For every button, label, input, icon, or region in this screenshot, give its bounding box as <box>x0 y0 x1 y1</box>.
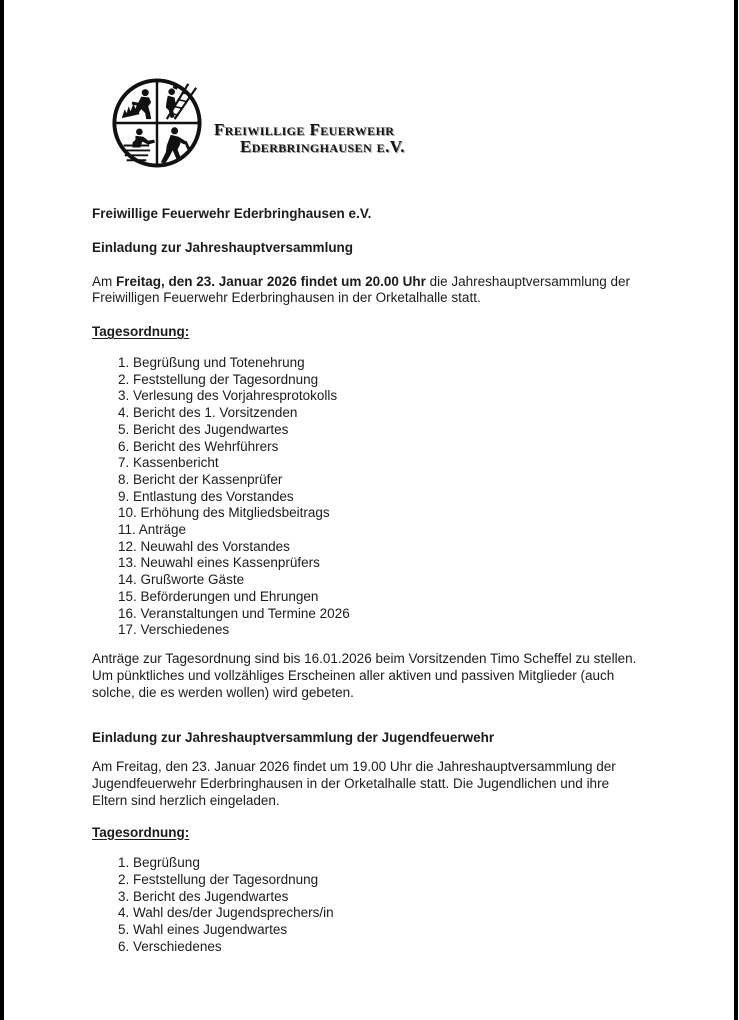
letterhead-org-name <box>214 75 405 155</box>
agenda-item: Bericht des 1. Vorsitzenden <box>133 405 298 421</box>
agenda-item: Begrüßung <box>133 855 200 871</box>
agenda-item: Erhöhung des Mitgliedsbeitrags <box>140 505 330 521</box>
agenda-item: Verlesung des Vorjahresprotokolls <box>133 388 338 404</box>
intro-rest: die Jahreshauptversammlung der Freiwilligen Feuerwehr Ederbringhausen in der Orketalhalle statt. <box>92 273 630 306</box>
scan-edge-left <box>0 0 4 1020</box>
agenda-item: Feststellung der Tagesordnung <box>133 872 319 888</box>
agenda-item: Kassenbericht <box>133 455 219 471</box>
main-invitation-heading: Einladung zur Jahreshauptversammlung <box>92 239 354 255</box>
agenda-item: Neuwahl eines Kassenprüfers <box>140 555 320 571</box>
agenda-item: Anträge <box>138 522 187 538</box>
scan-edge-right <box>734 0 738 1020</box>
agenda-item: Grußworte Gäste <box>140 572 245 588</box>
letterhead <box>92 75 638 171</box>
agenda-item: Veranstaltungen und Termine 2026 <box>140 605 350 621</box>
agenda-item: Bericht der Kassenprüfer <box>133 471 283 487</box>
agenda-item: Wahl eines Jugendwartes <box>133 922 288 938</box>
agenda-item: Bericht des Jugendwartes <box>133 421 289 437</box>
fire-brigade-emblem-icon <box>110 75 204 171</box>
agenda-item: Begrüßung und Totenehrung <box>133 354 305 370</box>
agenda-item: Neuwahl des Vorstandes <box>140 538 290 554</box>
agenda-item: Entlastung des Vorstandes <box>133 488 294 504</box>
agenda-item: Bericht des Jugendwartes <box>133 888 289 904</box>
youth-agenda-label: Tagesordnung: <box>92 824 190 840</box>
agenda-item: Bericht des Wehrführers <box>133 438 279 454</box>
agenda-item: Wahl des/der Jugendsprechers/in <box>133 905 334 921</box>
agenda-item: Verschiedenes <box>140 622 230 638</box>
intro-prefix: Am <box>92 273 117 289</box>
youth-agenda-list <box>92 855 638 955</box>
agenda-item: Beförderungen und Ehrungen <box>140 588 319 604</box>
main-invitation-intro <box>92 274 638 308</box>
document-content <box>92 75 638 956</box>
letterhead-line1: Freiwillige Feuerwehr <box>214 120 395 139</box>
youth-invitation-intro: Am Freitag, den 23. Januar 2026 findet um 19.00 Uhr die Jahreshauptversammlung der Jugendfeuerwehr Ederbringhausen in der Orketalhalle statt. Die Jugendlichen und ihre Eltern sind herzlich eingeladen. <box>92 759 616 808</box>
main-agenda-label: Tagesordnung: <box>92 324 190 340</box>
agenda-item: Verschiedenes <box>133 938 222 954</box>
letterhead-line2: Ederbringhausen e.V. <box>240 137 405 156</box>
main-invitation-note: Anträge zur Tagesordnung sind bis 16.01.2026 beim Vorsitzenden Timo Scheffel zu stellen. Um pünktliches und vollzähliges Erscheinen aller aktiven und passiven Mitglieder (auch solche, die es werden wollen) wird gebeten. <box>92 650 637 700</box>
youth-invitation-heading: Einladung zur Jahreshauptversammlung der Jugendfeuerwehr <box>92 730 495 746</box>
main-agenda-list <box>92 355 638 639</box>
agenda-item: Feststellung der Tagesordnung <box>133 371 319 387</box>
intro-date-bold: Freitag, den 23. Januar 2026 findet um 20.00 Uhr <box>116 273 426 289</box>
org-title: Freiwillige Feuerwehr Ederbringhausen e.V. <box>92 206 372 221</box>
